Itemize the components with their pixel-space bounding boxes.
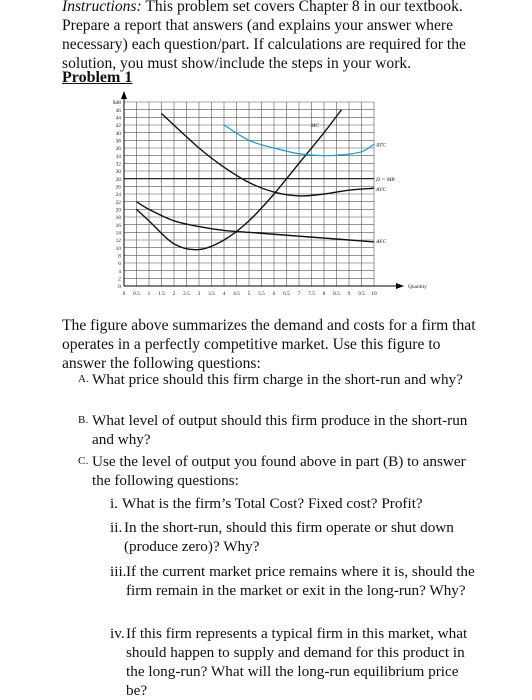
y-tick-label: 30	[115, 169, 121, 176]
y-tick-label: 24	[115, 192, 121, 199]
x-tick-label: 5.5	[258, 291, 265, 297]
question-marker: C.	[78, 455, 89, 467]
subquestion-iii	[110, 562, 480, 600]
y-tick-label: 0	[118, 284, 121, 291]
instructions-lead: Instructions:	[62, 0, 142, 15]
subquestion-iv	[110, 624, 480, 700]
question-b	[78, 411, 473, 449]
x-tick-label: 3.5	[208, 291, 215, 297]
curve-label-avc: AVC	[376, 186, 387, 193]
x-tick-label: 3	[197, 291, 201, 297]
curve-label-mc: MC	[310, 122, 319, 129]
question-c	[78, 452, 473, 490]
subquestion-text: If this firm represents a typical firm in this market, what should happen to supply and demand for this product in the long-run? What will the long-run equilibrium price be?	[126, 625, 468, 699]
x-tick-label: 4.5	[233, 291, 240, 297]
x-axis-arrow	[396, 283, 404, 289]
subquestion-text: If the current market price remains where it is, should the firm remain in the market or exit in the long-run? Why?	[126, 563, 475, 599]
y-tick-label: 32	[115, 161, 121, 168]
x-tick-label: 2.5	[183, 291, 190, 297]
x-tick-label: 1.5	[158, 291, 165, 297]
x-tick-label: 10	[371, 291, 377, 297]
subquestion-marker: i.	[110, 495, 119, 512]
x-tick-label: 6	[272, 291, 276, 297]
y-tick-label: 42	[115, 123, 121, 130]
subquestion-marker: ii.	[110, 519, 123, 536]
subquestion-text: What is the firm’s Total Cost? Fixed cost? Profit?	[122, 495, 423, 512]
y-tick-label: 14	[115, 230, 121, 237]
question-text: What level of output should this firm produce in the short-run and why?	[92, 412, 468, 448]
x-tick-label: 5	[247, 291, 251, 297]
y-tick-label: 22	[115, 199, 121, 206]
subquestion-marker: iii.	[110, 563, 127, 580]
y-tick-label: 12	[115, 238, 121, 245]
instructions-paragraph	[62, 0, 492, 73]
y-tick-label: 10	[115, 245, 121, 252]
y-tick-label: 36	[115, 146, 121, 153]
x-tick-label: 9.5	[358, 291, 365, 297]
x-tick-label: 0	[122, 291, 126, 297]
x-tick-label: 9	[347, 291, 351, 297]
instructions-text: This problem set covers Chapter 8 in our textbook. Prepare a report that answers (and explains your answer where necessary) each question/part. If calculations are required for the solution, you must show/include the steps in your work.	[62, 0, 466, 72]
figure-description: The figure above summarizes the demand and costs for a firm that operates in a perfectly competitive market. Use this figure to answer the following questions:	[62, 317, 476, 372]
y-tick-label: 16	[115, 222, 121, 229]
question-a	[78, 370, 473, 389]
subquestion-i	[110, 494, 480, 513]
y-tick-label: 18	[115, 215, 121, 222]
curve-label-atc: ATC	[376, 142, 387, 149]
y-tick-label: 8	[118, 253, 121, 260]
question-text: What price should this firm charge in the short-run and why?	[92, 371, 463, 388]
subquestion-ii	[110, 518, 480, 556]
y-tick-label: 44	[115, 115, 121, 122]
curve-afc	[137, 202, 375, 242]
x-tick-label: 8.5	[333, 291, 340, 297]
x-tick-label: 1	[147, 291, 151, 297]
y-tick-label: 4	[118, 268, 121, 275]
y-tick-label: $48	[112, 100, 121, 107]
curve-label-d-mr: D = MR	[376, 176, 395, 183]
question-marker: A.	[78, 373, 90, 385]
x-tick-label: 6.5	[283, 291, 290, 297]
subquestion-text: In the short-run, should this firm operate or shut down (produce zero)? Why?	[124, 519, 454, 555]
y-tick-label: 38	[115, 138, 121, 145]
y-tick-label: 40	[115, 130, 121, 137]
y-tick-label: 46	[115, 107, 121, 114]
y-tick-label: 28	[115, 176, 121, 183]
y-tick-label: 20	[115, 207, 121, 214]
x-axis-label: Quantity	[408, 284, 427, 290]
question-text: Use the level of output you found above in part (B) to answer the following questions:	[92, 453, 466, 489]
x-tick-label: 0.5	[133, 291, 140, 297]
subquestion-marker: iv.	[110, 625, 125, 642]
x-tick-label: 8	[322, 291, 326, 297]
y-tick-label: 34	[115, 153, 121, 160]
curve-label-afc: AFC	[376, 239, 387, 246]
curve-mc	[137, 110, 342, 250]
cost-curves-figure	[108, 90, 427, 305]
x-tick-label: 2	[172, 291, 176, 297]
x-tick-label: 4	[222, 291, 226, 297]
y-axis-arrow	[121, 91, 127, 99]
x-tick-label: 7.5	[308, 291, 315, 297]
y-tick-label: 26	[115, 184, 121, 191]
question-marker: B.	[78, 414, 89, 426]
y-tick-label: 2	[118, 276, 121, 283]
x-tick-label: 7	[297, 291, 301, 297]
y-tick-label: 6	[118, 261, 121, 268]
problem-title: Problem 1	[62, 69, 133, 86]
